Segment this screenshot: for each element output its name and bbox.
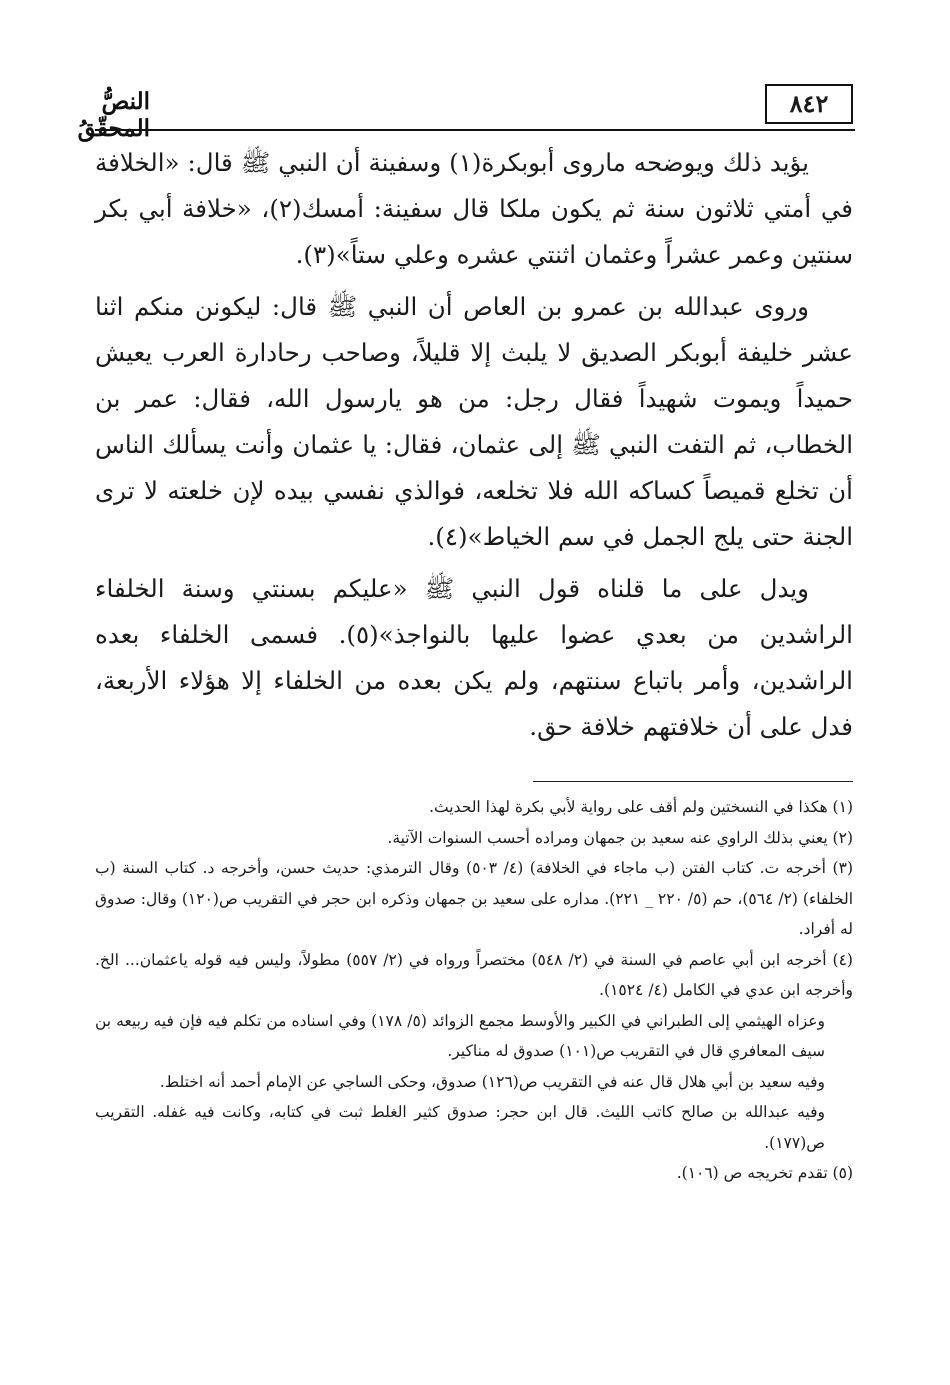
footnote-4: (٤) أخرجه ابن أبي عاصم في السنة في (٢/ ٥٤٨) مختصراً ورواه في (٢/ ٥٥٧) مطولاً، وليس فيه قوله ياعثمان... الخ. وأخرجه ابن عدي في الكامل (٤/ ١٥٢٤).: [95, 950, 853, 999]
paragraph-1: يؤيد ذلك ويوضحه ماروى أبوبكرة(١) وسفينة أن النبي ﷺ قال: «الخلافة في أمتي ثلاثون سنة ثم يكون ملكا قال سفينة: أمسك(٢)، «خلافة أبي بكر سنتين وعمر عشراً وعثمان اثنتي عشره وعلي ستاً»(٣).: [95, 148, 853, 269]
footnote-4-continuation-3: وفيه عبدالله بن صالح كاتب الليث. قال ابن حجر: صدوق كثير الغلط ثبت في كتابه، وكانت فيه غفله. التقريب ص(١٧٧).: [95, 1103, 825, 1152]
footnote-4-continuation-1: وعزاه الهيثمي إلى الطبراني في الكبير والأوسط مجمع الزوائد (٥/ ١٧٨) وفي اسناده من تكلم فيه فإن فيه ربيعه بن سيف المعافري قال في التقريب ص(١٠١) صدوق له مناكير.: [95, 1011, 825, 1060]
footnote-4-continuation-2: وفيه سعيد بن أبي هلال قال عنه في التقريب ص(١٢٦) صدوق، وحكى الساجي عن الإمام أحمد أنه اختلط.: [159, 1072, 825, 1091]
page-number: ٨٤٢: [789, 89, 829, 118]
page-number-box: [765, 84, 853, 124]
main-text: [95, 140, 853, 756]
header-rule: [95, 129, 855, 131]
footnote-1: (١) هكذا في النسختين ولم أقف على رواية لأبي بكرة لهذا الحديث.: [429, 798, 853, 816]
paragraph-2: وروى عبدالله بن عمرو بن العاص أن النبي ﷺ قال: ليكونن منكم اثنا عشر خليفة أبوبكر الصديق لا يلبث إلا قليلاً، وصاحب رحادارة العرب يعيش حميداً ويموت شهيداً فقال رجل: من هو يارسول الله، فقال: عمر بن الخطاب، ثم التفت النبي ﷺ إلى عثمان، فقال: يا عثمان وأنت يسألك الناس أن تخلع قميصاً كساكه الله فلا تخلعه، فوالذي نفسي بيده لإن خلعته لا ترى الجنة حتى يلج الجمل في سم الخياط»(٤).: [95, 292, 853, 551]
running-header-title: النصُّ المحقّقُ: [77, 88, 150, 142]
footnote-5: (٥) تقدم تخريجه ص (١٠٦).: [676, 1164, 853, 1182]
footnote-2: (٢) يعني بذلك الراوي عنه سعيد بن جمهان ومراده أحسب السنوات الآتية.: [387, 828, 853, 847]
paragraph-3: ويدل على ما قلناه قول النبي ﷺ «عليكم بسنتي وسنة الخلفاء الراشدين من بعدي عضوا عليها بالنواجذ»(٥). فسمى الخلفاء بعده الراشدين، وأمر باتباع سنتهم، ولم يكن بعده من الخلفاء إلا هؤلاء الأربعة، فدل على أن خلافتهم خلافة حق.: [95, 574, 853, 741]
footnote-separator: [533, 781, 853, 782]
footnote-3: (٣) أخرجه ت. كتاب الفتن (ب ماجاء في الخلافة) (٤/ ٥٠٣) وقال الترمذي: حديث حسن، وأخرجه د. كتاب السنة (ب الخلفاء) (٢/ ٥٦٤)، حم (٥/ ٢٢٠ _ ٢٢١). مداره على سعيد بن جمهان وذكره ابن حجر في التقريب ص(١٢٠) وقال: صدوق له أفراد.: [95, 859, 853, 938]
footnotes: [95, 792, 853, 1189]
